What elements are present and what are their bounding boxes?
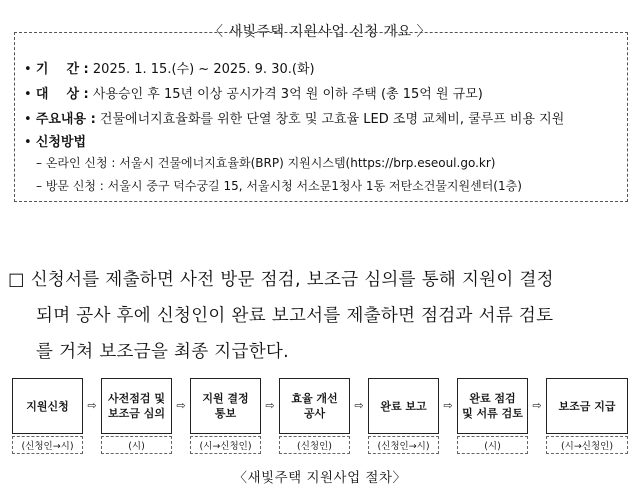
online-method: – 온라인 신청 : 서울시 건물에너지효율화(BRP) 지원시스템(https://brp.eseoul.go.kr)	[36, 156, 496, 170]
arrow-icon: ⇨	[532, 399, 542, 412]
step-label: 완료 점검	[469, 392, 516, 405]
method-key: 신청방법	[35, 135, 87, 150]
target-value: 사용승인 후 15년 이상 공시가격 3억 원 이하 주택 (총 15억 원 규모)	[88, 87, 483, 102]
target-row	[24, 83, 483, 102]
step-decision	[190, 378, 261, 434]
period-value: 2025. 1. 15.(수) ~ 2025. 9. 30.(화)	[88, 62, 315, 77]
step-label: 보조금 지급	[558, 399, 616, 413]
bullet-icon: •	[24, 87, 32, 102]
step-apply	[12, 378, 83, 434]
step-actor: (시→신청인)	[190, 436, 261, 454]
paragraph-line-2: 되며 공사 후에 신청인이 완료 보고서를 제출하면 점검과 서류 검토	[36, 306, 554, 326]
arrow-icon: ⇨	[176, 399, 186, 412]
step-construction	[279, 378, 350, 434]
step-label: 보조금 심의	[108, 407, 165, 420]
bullet-icon: •	[24, 62, 32, 77]
arrow-icon: ⇨	[87, 399, 97, 412]
visit-method: – 방문 신청 : 서울시 중구 덕수궁길 15, 서울시청 서소문1청사 1동 저탄소건물지원센터(1층)	[36, 179, 522, 193]
step-actor: (신청인→시)	[12, 436, 83, 454]
step-actor: (시)	[101, 436, 172, 454]
period-row	[24, 58, 315, 77]
step-label: 지원 결정	[202, 392, 249, 405]
step-label: 공사	[303, 407, 326, 420]
target-key: 대 상 :	[35, 87, 89, 102]
procedure-paragraph	[8, 262, 632, 370]
step-payment	[546, 378, 628, 434]
step-actor: (신청인→시)	[368, 436, 439, 454]
step-actor: (신청인)	[279, 436, 350, 454]
procedure-caption: 〈새빛주택 지원사업 절차〉	[233, 470, 407, 486]
period-key: 기 간 :	[35, 62, 89, 77]
summary-title: 〈 새빛주택 지원사업 신청 개요 〉	[0, 21, 640, 41]
step-label: 지원신청	[26, 399, 69, 413]
paragraph-line-3: 를 거쳐 보조금을 최종 지급한다.	[36, 342, 289, 362]
arrow-icon: ⇨	[354, 399, 364, 412]
bullet-icon: •	[24, 135, 32, 150]
step-precheck	[101, 378, 172, 434]
procedure-flow	[12, 378, 628, 458]
bullet-icon: •	[24, 112, 32, 127]
step-review	[457, 378, 528, 434]
step-label: 효율 개선	[291, 392, 338, 405]
step-label: 및 서류 검토	[462, 407, 523, 420]
content-value: 건물에너지효율화를 위한 단열 창호 및 고효율 LED 조명 교체비, 쿨루프 비용 지원	[95, 112, 565, 127]
content-key: 주요내용 :	[35, 112, 96, 127]
step-actor: (시)	[457, 436, 528, 454]
method-row	[24, 131, 86, 150]
arrow-icon: ⇨	[443, 399, 453, 412]
step-label: 사전점검 및	[108, 392, 165, 405]
paragraph-line-1: □ 신청서를 제출하면 사전 방문 점검, 보조금 심의를 통해 지원이 결정	[8, 270, 554, 290]
content-row	[24, 108, 564, 127]
step-label: 통보	[214, 407, 237, 420]
arrow-icon: ⇨	[265, 399, 275, 412]
step-report	[368, 378, 439, 434]
step-actor: (시→신청인)	[546, 436, 628, 454]
step-label: 완료 보고	[380, 399, 427, 413]
